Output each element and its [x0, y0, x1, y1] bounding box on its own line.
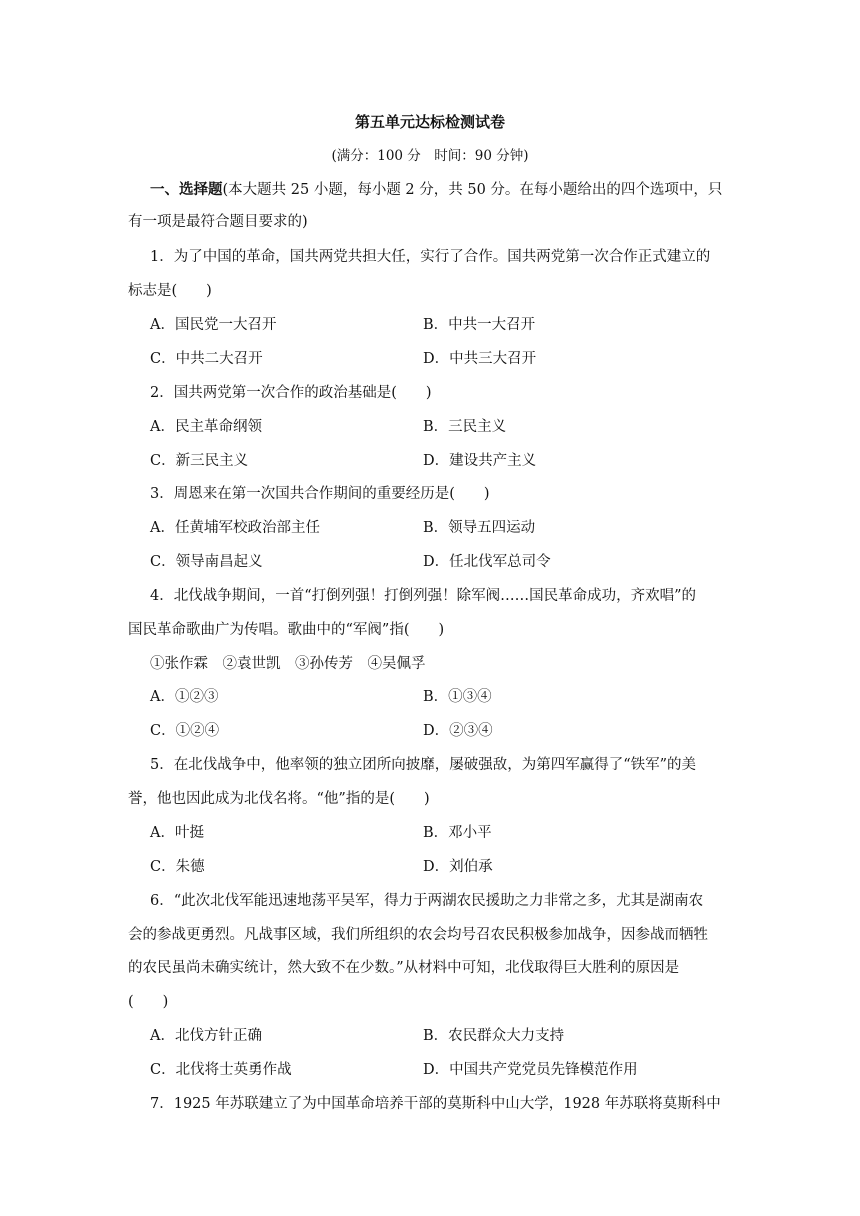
- question-1-option-b: B．中共一大召开: [423, 317, 536, 333]
- question-4-option-d: D．②③④: [423, 723, 493, 739]
- question-5-option-b: B．邓小平: [423, 825, 492, 841]
- question-1-option-d: D．中共三大召开: [423, 351, 537, 367]
- page-title: 第五单元达标检测试卷: [354, 113, 505, 131]
- page-subtitle: (满分：100 分 时间：90 分钟): [331, 148, 529, 164]
- question-6-option-b: B．农民群众大力支持: [423, 1028, 565, 1044]
- question-3-stem: 3．周恩来在第一次国共合作期间的重要经历是( ): [150, 486, 490, 502]
- question-3-option-a: A．任黄埔军校政治部主任: [150, 520, 320, 536]
- question-6-option-c: C．北伐将士英勇作战: [150, 1062, 292, 1078]
- question-5-option-c: C．朱德: [150, 859, 205, 875]
- question-6-stem-cont-1: 会的参战更勇烈。凡战事区域，我们所组织的农会均号召农民积极参加战争，因参战而牺牲: [128, 927, 708, 943]
- question-2-option-d: D．建设共产主义: [423, 453, 537, 469]
- section-instructions-cont: 有一项是最符合题目要求的): [128, 214, 308, 230]
- question-5-stem: 5．在北伐战争中，他率领的独立团所向披靡，屡破强敌，为第四军赢得了“铁军”的美: [150, 757, 697, 773]
- section-instructions: (本大题共 25 小题，每小题 2 分，共 50 分。在每小题给出的四个选项中，只: [222, 182, 723, 198]
- question-6-stem: 6．“此次北伐军能迅速地荡平吴军，得力于两湖农民援助之力非常之多，尤其是湖南农: [150, 893, 704, 909]
- section-header: [150, 180, 722, 200]
- question-3-option-b: B．领导五四运动: [423, 520, 536, 536]
- question-1-stem-cont: 标志是( ): [128, 283, 212, 299]
- question-4-option-c: C．①②④: [150, 723, 220, 739]
- question-4-option-b: B．①③④: [423, 689, 492, 705]
- question-7-stem: 7．1925 年苏联建立了为中国革命培养干部的莫斯科中山大学，1928 年苏联将莫斯科中: [150, 1096, 721, 1112]
- question-1-option-c: C．中共二大召开: [150, 351, 263, 367]
- question-1-option-a: A．国民党一大召开: [150, 317, 277, 333]
- question-2-stem: 2．国共两党第一次合作的政治基础是( ): [150, 385, 432, 401]
- question-2-option-a: A．民主革命纲领: [150, 419, 262, 435]
- question-2-option-c: C．新三民主义: [150, 453, 249, 469]
- question-6-option-d: D．中国共产党党员先锋模范作用: [423, 1062, 638, 1078]
- question-5-option-d: D．刘伯承: [423, 859, 493, 875]
- question-2-option-b: B．三民主义: [423, 419, 507, 435]
- question-4-stem-cont: 国民革命歌曲广为传唱。歌曲中的“军阀”指( ): [128, 622, 445, 638]
- question-6-option-a: A．北伐方针正确: [150, 1028, 262, 1044]
- question-4-items: ①张作霖 ②袁世凯 ③孙传芳 ④吴佩孚: [150, 656, 426, 672]
- question-3-option-c: C．领导南昌起义: [150, 554, 263, 570]
- question-3-option-d: D．任北伐军总司令: [423, 554, 551, 570]
- question-4-option-a: A．①②③: [150, 689, 219, 705]
- question-5-option-a: A．叶挺: [150, 825, 204, 841]
- question-6-stem-cont-3: ( ): [128, 994, 169, 1010]
- question-5-stem-cont: 誉，他也因此成为北伐名将。“他”指的是( ): [128, 791, 430, 807]
- question-4-stem: 4．北伐战争期间，一首“打倒列强！打倒列强！除军阀……国民革命成功，齐欢唱”的: [150, 588, 697, 604]
- section-heading: 一、选择题: [150, 181, 223, 198]
- question-1-stem: 1．为了中国的革命，国共两党共担大任，实行了合作。国共两党第一次合作正式建立的: [150, 249, 711, 265]
- question-6-stem-cont-2: 的农民虽尚未确实统计，然大致不在少数。”从材料中可知，北伐取得巨大胜利的原因是: [128, 960, 680, 976]
